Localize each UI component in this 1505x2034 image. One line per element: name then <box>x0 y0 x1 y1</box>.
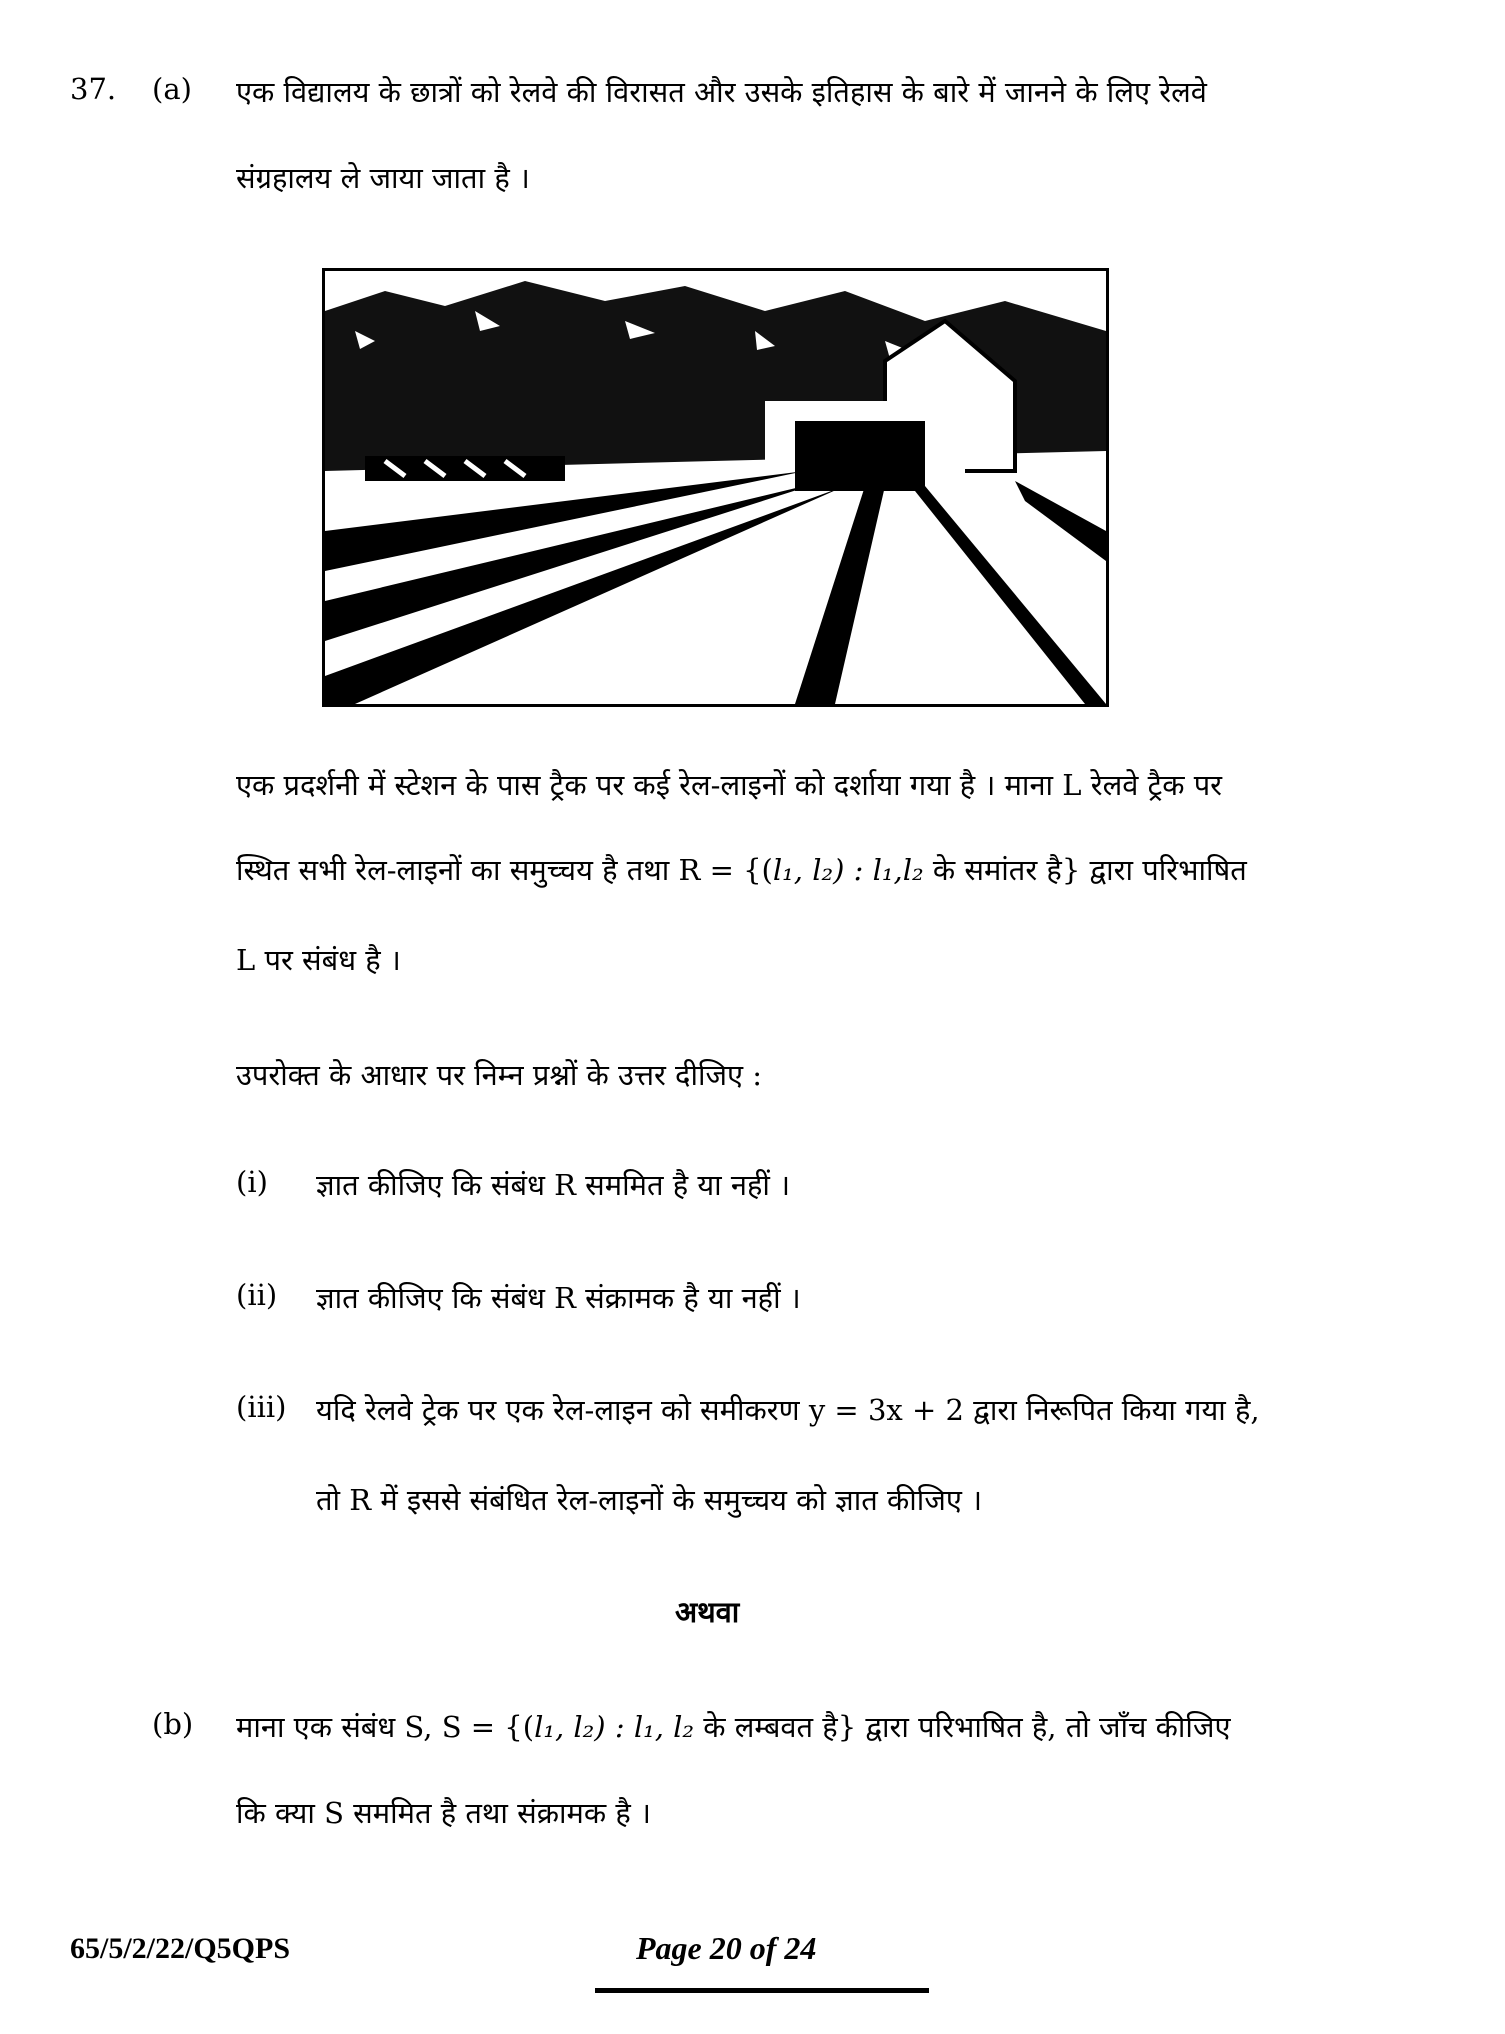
part-a-label: (a) <box>152 72 192 106</box>
subq-i-text: ज्ञात कीजिए कि संबंध R सममित है या नहीं । <box>316 1168 791 1202</box>
para-line-2-tail: के समांतर है} द्वारा परिभाषित <box>923 853 1247 887</box>
subq-iii-text-2: तो R में इससे संबंधित रेल-लाइनों के समुच्चय को ज्ञात कीजिए । <box>316 1483 983 1517</box>
subq-ii-text: ज्ञात कीजिए कि संबंध R संक्रामक है या नहीं । <box>316 1281 801 1315</box>
math-expression: l₁, l₂) : l₁, l₂ <box>534 1710 695 1744</box>
para-line-2-text: स्थित सभी रेल-लाइनों का समुच्चय है तथा R = {( <box>236 853 773 887</box>
page-number: Page 20 of 24 <box>636 1930 817 1966</box>
para-line-1: एक प्रदर्शनी में स्टेशन के पास ट्रैक पर कई रेल-लाइनों को दर्शाया गया है । माना L रेलवे ट्रैक पर <box>236 768 1223 802</box>
question-number: 37. <box>70 72 117 106</box>
part-b-line-1-tail: के लम्बवत है} द्वारा परिभाषित है, तो जाँच कीजिए <box>694 1710 1231 1744</box>
para-line-2 <box>236 850 1247 889</box>
math-expression: l₁, l₂) : l₁,l₂ <box>772 853 924 887</box>
page-number-underline <box>595 1988 929 1993</box>
subq-iii-text: यदि रेलवे ट्रेक पर एक रेल-लाइन को समीकरण y = 3x + 2 द्वारा निरूपित किया गया है, <box>316 1393 1260 1427</box>
prompt-text: उपरोक्त के आधार पर निम्न प्रश्नों के उत्तर दीजिए : <box>236 1058 763 1092</box>
intro-line-1: एक विद्यालय के छात्रों को रेलवे की विरासत और उसके इतिहास के बारे में जानने के लिए रेलवे <box>236 75 1207 109</box>
part-b-line-1-text: माना एक संबंध S, S = {( <box>236 1710 535 1744</box>
subq-i-label: (i) <box>236 1165 268 1199</box>
part-b-label: (b) <box>152 1707 194 1741</box>
para-line-3: L पर संबंध है । <box>236 943 401 977</box>
railway-museum-photo <box>322 268 1109 707</box>
part-b-line-2: कि क्या S सममित है तथा संक्रामक है । <box>236 1796 651 1830</box>
paper-code: 65/5/2/22/Q5QPS <box>70 1932 291 1965</box>
intro-line-2: संग्रहालय ले जाया जाता है । <box>236 161 530 195</box>
subq-iii-label: (iii) <box>236 1390 287 1424</box>
part-b-line-1 <box>236 1707 1231 1746</box>
subq-ii-label: (ii) <box>236 1278 278 1312</box>
or-divider: अथवा <box>675 1595 740 1629</box>
